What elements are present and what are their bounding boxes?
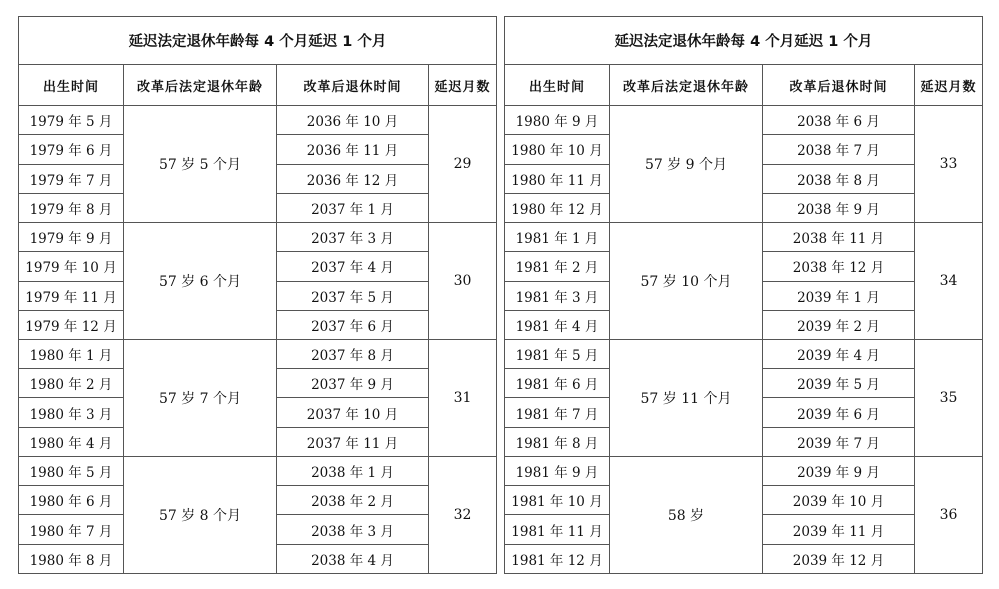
- delay-months-cell: 34: [915, 223, 983, 340]
- birth-date-cell: 1980 年 4 月: [19, 427, 124, 456]
- birth-date-cell: 1980 年 2 月: [19, 369, 124, 398]
- retirement-date-cell: 2036 年 10 月: [277, 106, 429, 135]
- tables-container: [18, 16, 982, 574]
- birth-date-cell: 1981 年 8 月: [505, 427, 610, 456]
- birth-date-cell: 1981 年 7 月: [505, 398, 610, 427]
- header-birth-time: 出生时间: [505, 65, 610, 106]
- retirement-date-cell: 2039 年 10 月: [763, 486, 915, 515]
- birth-date-cell: 1981 年 1 月: [505, 223, 610, 252]
- retirement-date-cell: 2037 年 8 月: [277, 340, 429, 369]
- birth-date-cell: 1981 年 11 月: [505, 515, 610, 544]
- birth-date-cell: 1979 年 7 月: [19, 164, 124, 193]
- retirement-date-cell: 2039 年 1 月: [763, 281, 915, 310]
- retirement-date-cell: 2036 年 11 月: [277, 135, 429, 164]
- table-row: [19, 340, 497, 369]
- header-delay-months: 延迟月数: [915, 65, 983, 106]
- birth-date-cell: 1980 年 9 月: [505, 106, 610, 135]
- header-delay-months: 延迟月数: [429, 65, 497, 106]
- retirement-date-cell: 2037 年 11 月: [277, 427, 429, 456]
- birth-date-cell: 1979 年 9 月: [19, 223, 124, 252]
- birth-date-cell: 1981 年 10 月: [505, 486, 610, 515]
- birth-date-cell: 1980 年 8 月: [19, 544, 124, 573]
- delay-months-cell: 30: [429, 223, 497, 340]
- retirement-table: [18, 16, 497, 574]
- retirement-date-cell: 2036 年 12 月: [277, 164, 429, 193]
- retirement-date-cell: 2037 年 4 月: [277, 252, 429, 281]
- retirement-age-cell: 57 岁 9 个月: [610, 106, 763, 223]
- birth-date-cell: 1979 年 12 月: [19, 310, 124, 339]
- header-retirement-time: 改革后退休时间: [277, 65, 429, 106]
- retirement-date-cell: 2037 年 6 月: [277, 310, 429, 339]
- delay-months-cell: 32: [429, 456, 497, 573]
- table-title: 延迟法定退休年龄每 4 个月延迟 1 个月: [505, 17, 983, 65]
- table-row: [19, 106, 497, 135]
- birth-date-cell: 1980 年 7 月: [19, 515, 124, 544]
- retirement-date-cell: 2037 年 1 月: [277, 193, 429, 222]
- birth-date-cell: 1981 年 9 月: [505, 456, 610, 485]
- birth-date-cell: 1981 年 2 月: [505, 252, 610, 281]
- header-retirement-age: 改革后法定退休年龄: [610, 65, 763, 106]
- retirement-age-cell: 57 岁 8 个月: [124, 456, 277, 573]
- retirement-date-cell: 2038 年 12 月: [763, 252, 915, 281]
- retirement-age-cell: 57 岁 11 个月: [610, 340, 763, 457]
- retirement-age-cell: 57 岁 7 个月: [124, 340, 277, 457]
- retirement-age-cell: 57 岁 5 个月: [124, 106, 277, 223]
- header-retirement-age: 改革后法定退休年龄: [124, 65, 277, 106]
- delay-months-cell: 33: [915, 106, 983, 223]
- delay-months-cell: 36: [915, 456, 983, 573]
- birth-date-cell: 1980 年 12 月: [505, 193, 610, 222]
- retirement-date-cell: 2039 年 5 月: [763, 369, 915, 398]
- header-birth-time: 出生时间: [19, 65, 124, 106]
- birth-date-cell: 1980 年 3 月: [19, 398, 124, 427]
- retirement-date-cell: 2038 年 2 月: [277, 486, 429, 515]
- birth-date-cell: 1979 年 5 月: [19, 106, 124, 135]
- table-row: [505, 456, 983, 485]
- retirement-table: [504, 16, 983, 574]
- table-row: [505, 340, 983, 369]
- retirement-date-cell: 2039 年 12 月: [763, 544, 915, 573]
- retirement-date-cell: 2038 年 6 月: [763, 106, 915, 135]
- retirement-date-cell: 2037 年 5 月: [277, 281, 429, 310]
- table-title: 延迟法定退休年龄每 4 个月延迟 1 个月: [19, 17, 497, 65]
- retirement-age-cell: 57 岁 6 个月: [124, 223, 277, 340]
- birth-date-cell: 1981 年 12 月: [505, 544, 610, 573]
- retirement-date-cell: 2038 年 11 月: [763, 223, 915, 252]
- birth-date-cell: 1980 年 1 月: [19, 340, 124, 369]
- birth-date-cell: 1979 年 8 月: [19, 193, 124, 222]
- retirement-age-cell: 58 岁: [610, 456, 763, 573]
- birth-date-cell: 1980 年 10 月: [505, 135, 610, 164]
- retirement-date-cell: 2039 年 7 月: [763, 427, 915, 456]
- retirement-date-cell: 2037 年 3 月: [277, 223, 429, 252]
- retirement-date-cell: 2039 年 11 月: [763, 515, 915, 544]
- birth-date-cell: 1979 年 10 月: [19, 252, 124, 281]
- table-row: [505, 223, 983, 252]
- retirement-date-cell: 2039 年 4 月: [763, 340, 915, 369]
- birth-date-cell: 1980 年 6 月: [19, 486, 124, 515]
- table-row: [19, 456, 497, 485]
- table-row: [505, 106, 983, 135]
- birth-date-cell: 1981 年 3 月: [505, 281, 610, 310]
- retirement-date-cell: 2039 年 9 月: [763, 456, 915, 485]
- birth-date-cell: 1980 年 5 月: [19, 456, 124, 485]
- retirement-table-right: [504, 16, 982, 574]
- retirement-date-cell: 2038 年 4 月: [277, 544, 429, 573]
- retirement-date-cell: 2038 年 1 月: [277, 456, 429, 485]
- birth-date-cell: 1981 年 4 月: [505, 310, 610, 339]
- retirement-date-cell: 2037 年 9 月: [277, 369, 429, 398]
- delay-months-cell: 35: [915, 340, 983, 457]
- retirement-date-cell: 2038 年 3 月: [277, 515, 429, 544]
- retirement-date-cell: 2037 年 10 月: [277, 398, 429, 427]
- birth-date-cell: 1981 年 6 月: [505, 369, 610, 398]
- retirement-table-left: [18, 16, 496, 574]
- retirement-date-cell: 2039 年 6 月: [763, 398, 915, 427]
- header-retirement-time: 改革后退休时间: [763, 65, 915, 106]
- retirement-date-cell: 2039 年 2 月: [763, 310, 915, 339]
- birth-date-cell: 1979 年 6 月: [19, 135, 124, 164]
- retirement-date-cell: 2038 年 9 月: [763, 193, 915, 222]
- birth-date-cell: 1981 年 5 月: [505, 340, 610, 369]
- delay-months-cell: 31: [429, 340, 497, 457]
- retirement-date-cell: 2038 年 7 月: [763, 135, 915, 164]
- retirement-age-cell: 57 岁 10 个月: [610, 223, 763, 340]
- birth-date-cell: 1979 年 11 月: [19, 281, 124, 310]
- delay-months-cell: 29: [429, 106, 497, 223]
- retirement-date-cell: 2038 年 8 月: [763, 164, 915, 193]
- birth-date-cell: 1980 年 11 月: [505, 164, 610, 193]
- table-row: [19, 223, 497, 252]
